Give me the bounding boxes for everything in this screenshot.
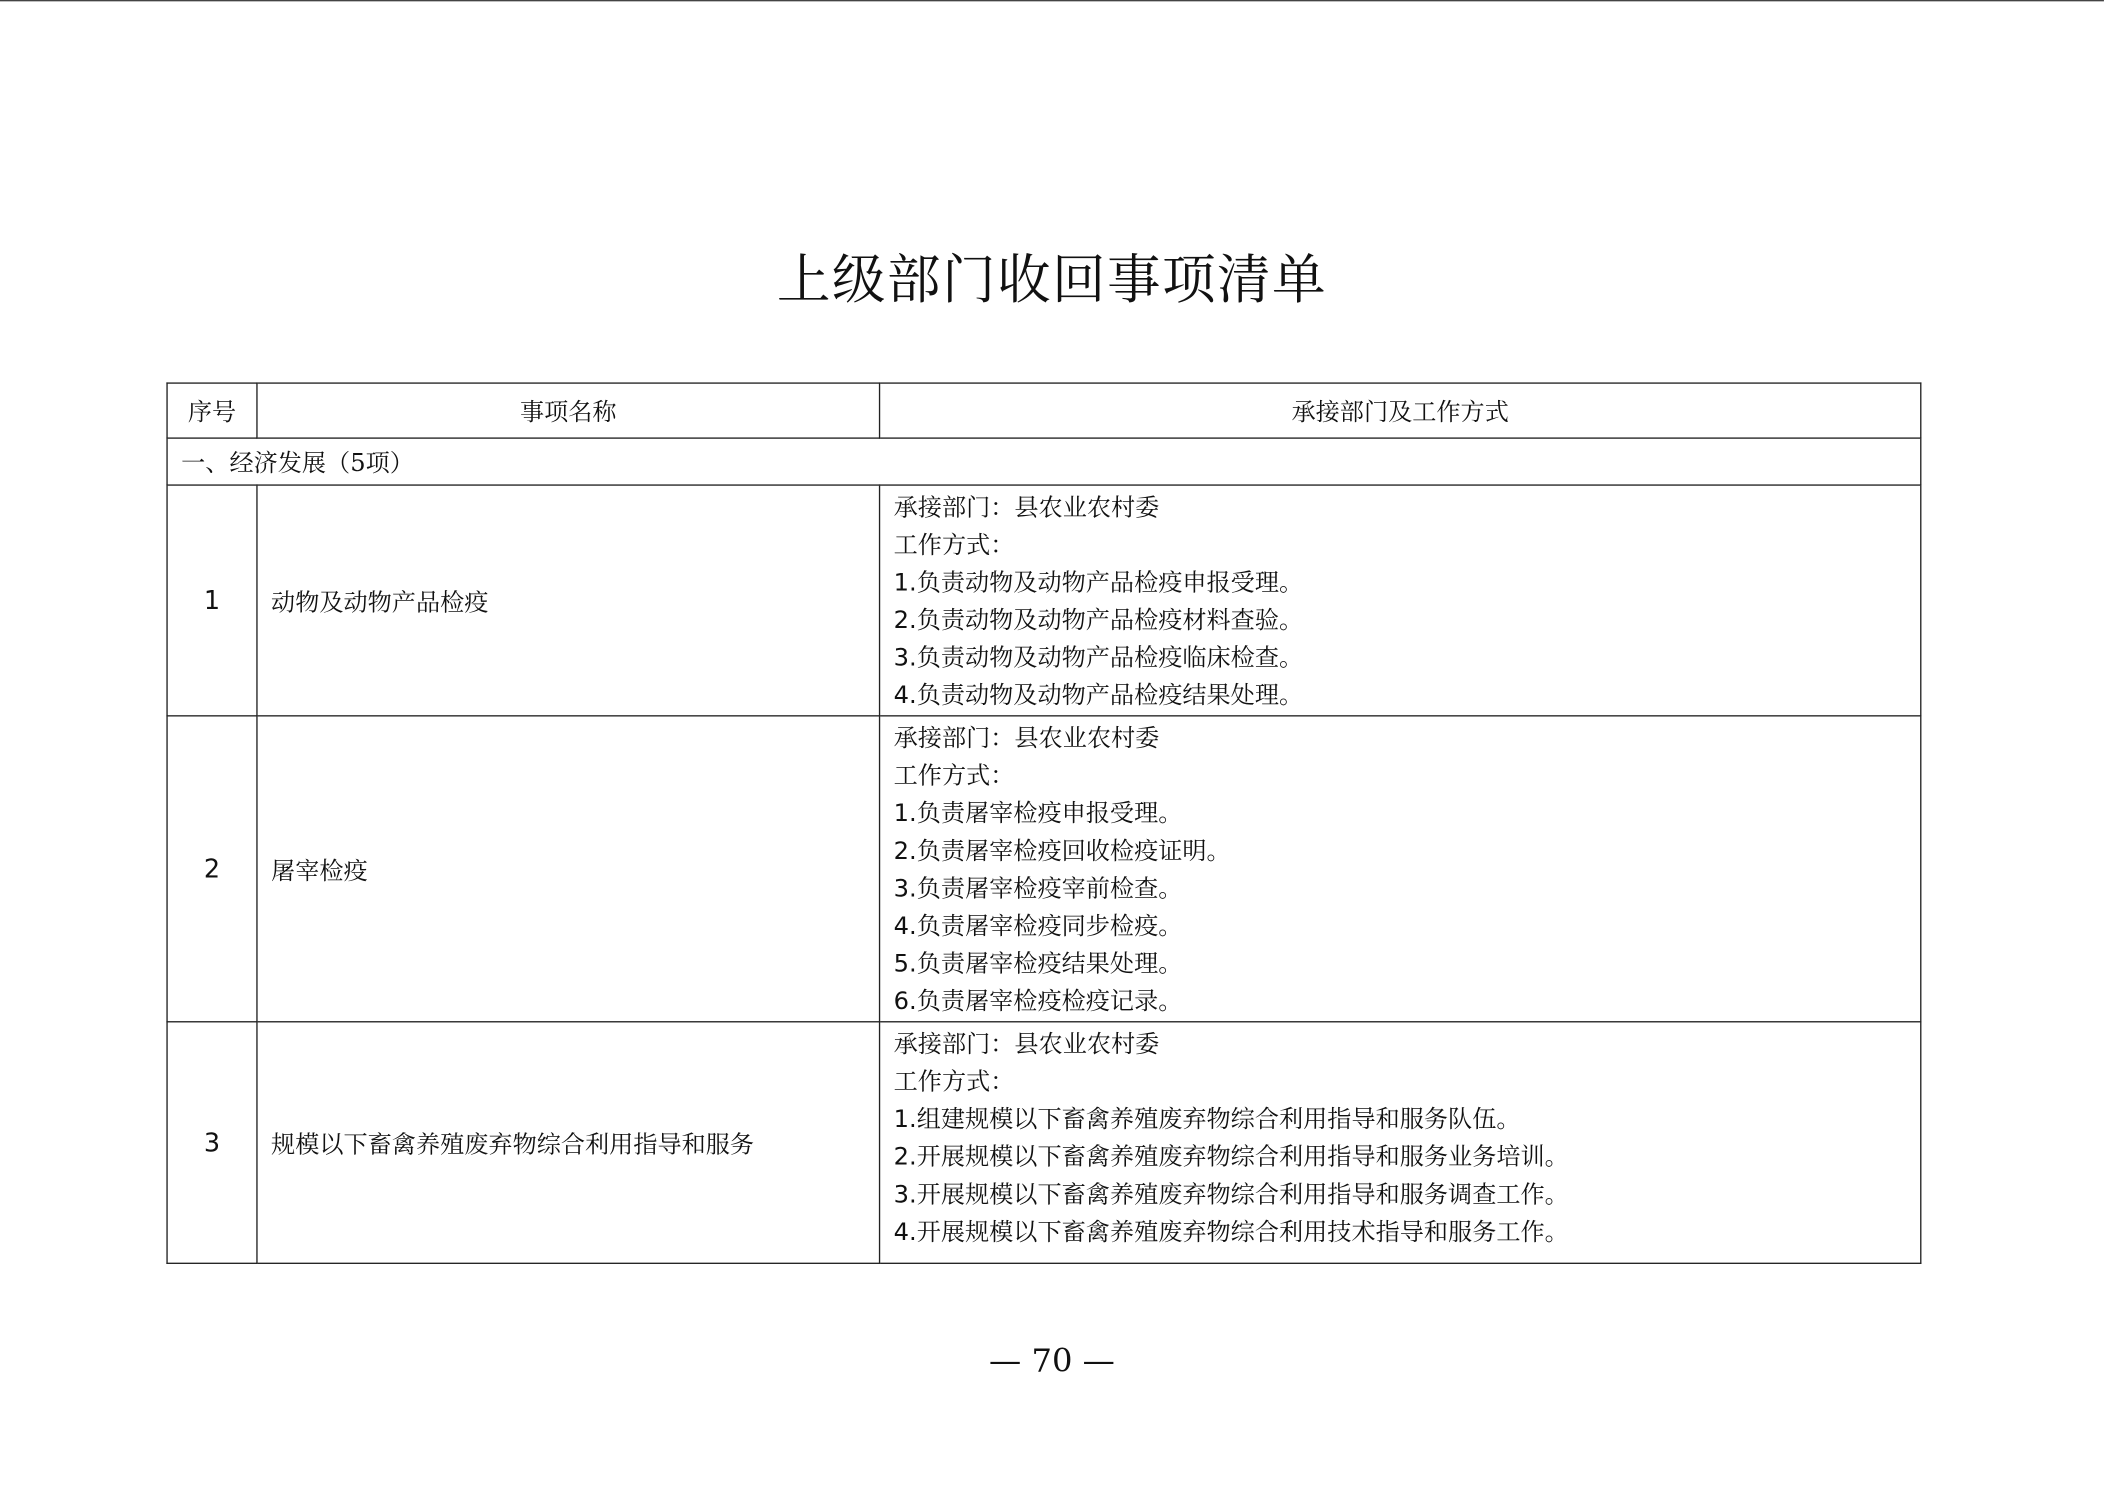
header-name: 事项名称	[257, 383, 880, 438]
method-item: 3.负责屠宰检疫宰前检查。	[893, 874, 1183, 904]
dept-and-method	[880, 1022, 1921, 1264]
header-no: 序号	[167, 383, 257, 438]
method-item: 4.开展规模以下畜禽养殖废弃物综合利用技术指导和服务工作。	[893, 1218, 1569, 1247]
method-item: 4.负责屠宰检疫同步检疫。	[893, 912, 1183, 941]
table-row	[167, 716, 1921, 1022]
row-number: 1	[167, 485, 257, 716]
matter-name: 屠宰检疫	[257, 716, 880, 1022]
dept-line: 承接部门：县农业农村委	[893, 1030, 1160, 1059]
document-title: 上级部门收回事项清单	[776, 249, 1328, 312]
method-item: 3.开展规模以下畜禽养殖废弃物综合利用指导和服务调查工作。	[893, 1180, 1569, 1209]
method-label: 工作方式：	[893, 531, 1015, 560]
method-item: 6.负责屠宰检疫检疫记录。	[893, 987, 1183, 1016]
table-row	[167, 485, 1921, 716]
method-item: 1.负责屠宰检疫申报受理。	[893, 799, 1183, 828]
page-number: — 70 —	[989, 1341, 1115, 1380]
matter-name: 规模以下畜禽养殖废弃物综合利用指导和服务	[257, 1022, 880, 1264]
method-item: 1.组建规模以下畜禽养殖废弃物综合利用指导和服务队伍。	[893, 1105, 1521, 1134]
table-header-row	[167, 383, 1921, 438]
dept-and-method	[880, 716, 1921, 1022]
method-item: 2.开展规模以下畜禽养殖废弃物综合利用指导和服务业务培训。	[893, 1143, 1569, 1172]
header-dept: 承接部门及工作方式	[880, 383, 1921, 438]
table-row	[167, 1022, 1921, 1264]
dept-and-method	[880, 485, 1921, 716]
row-number: 2	[167, 716, 257, 1022]
dept-line: 承接部门：县农业农村委	[893, 493, 1160, 522]
section-heading: 一、经济发展（5项）	[167, 438, 1921, 485]
section-row	[167, 438, 1921, 485]
method-item: 5.负责屠宰检疫结果处理。	[893, 949, 1183, 979]
row-number: 3	[167, 1022, 257, 1264]
method-item: 1.负责动物及动物产品检疫申报受理。	[893, 568, 1304, 598]
method-item: 3.负责动物及动物产品检疫临床检查。	[893, 644, 1304, 673]
matters-table	[166, 382, 1921, 1264]
method-item: 4.负责动物及动物产品检疫结果处理。	[893, 681, 1304, 710]
matter-name: 动物及动物产品检疫	[257, 485, 880, 716]
method-label: 工作方式：	[893, 1068, 1015, 1097]
method-label: 工作方式：	[893, 762, 1015, 791]
dept-line: 承接部门：县农业农村委	[893, 724, 1160, 753]
method-item: 2.负责动物及动物产品检疫材料查验。	[893, 606, 1304, 635]
method-item: 2.负责屠宰检疫回收检疫证明。	[893, 837, 1231, 866]
